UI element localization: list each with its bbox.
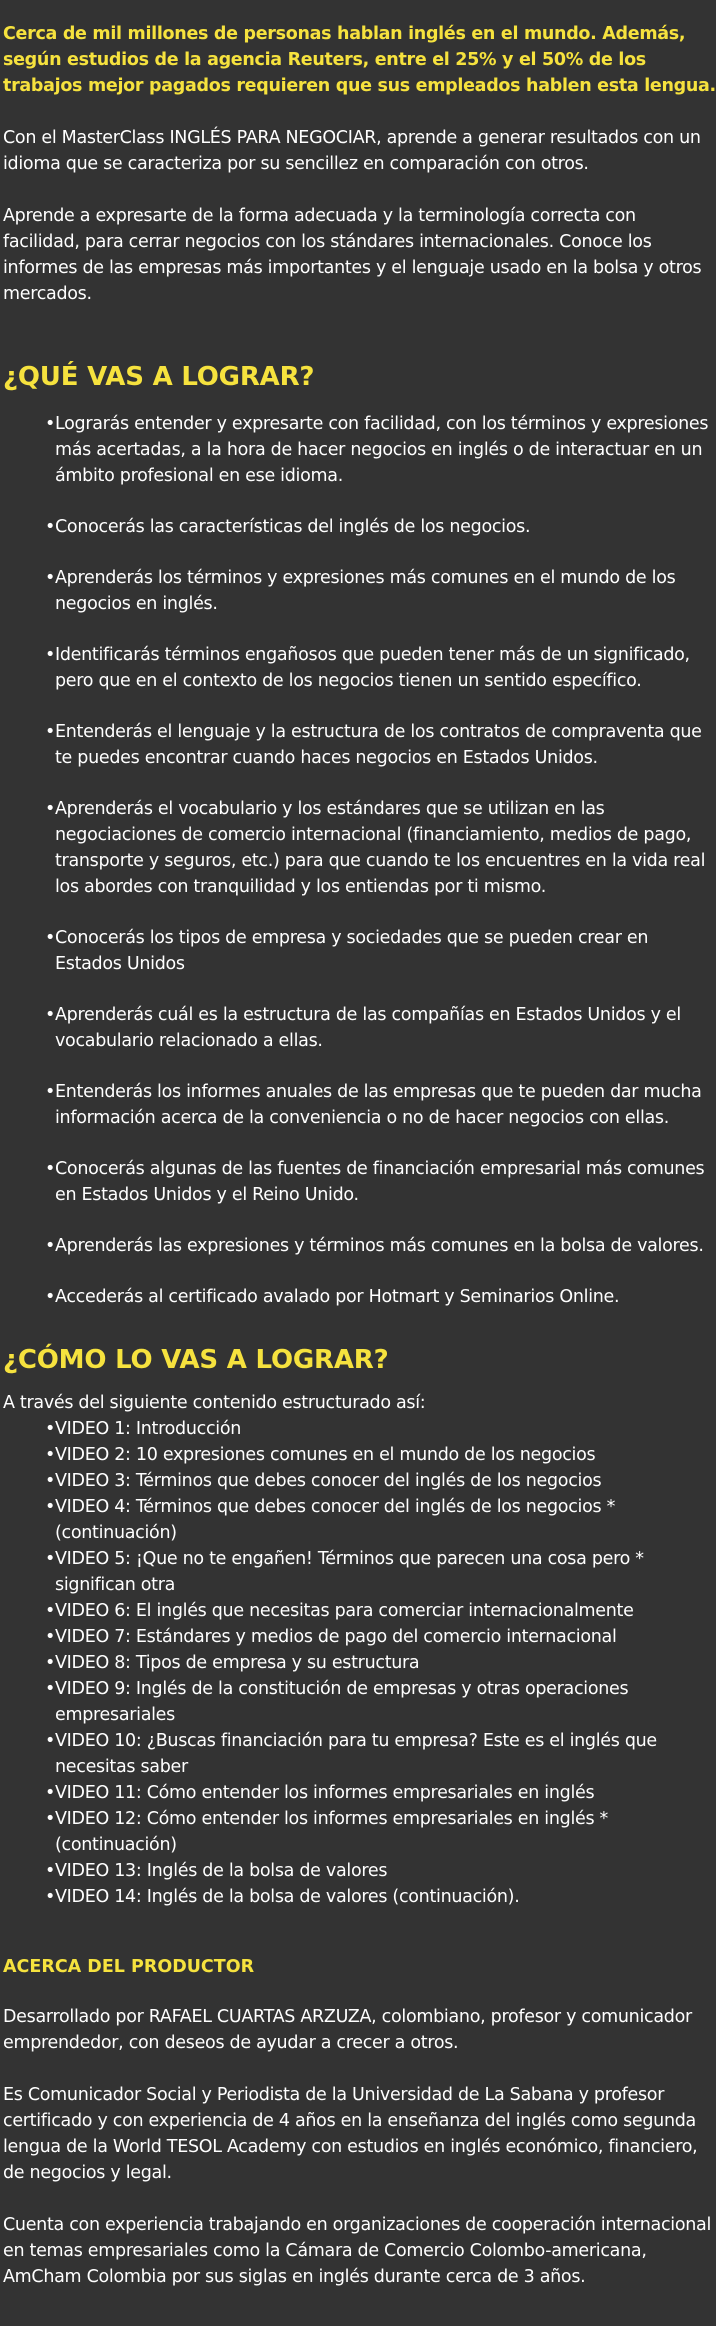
list-item: • Entenderás el lenguaje y la estructura de los contratos de compraventa que te puedes encontrar cuando haces negocios en Estados Unidos.: [55, 719, 716, 771]
video-item: • VIDEO 3: Términos que debes conocer del inglés de los negocios: [55, 1468, 716, 1494]
logros-list: [3, 411, 716, 1310]
video-item: • VIDEO 14: Inglés de la bolsa de valores (continuación).: [55, 1884, 716, 1910]
list-item: • Conocerás algunas de las fuentes de financiación empresarial más comunes en Estados Unidos y el Reino Unido.: [55, 1156, 716, 1208]
list-item: • Entenderás los informes anuales de las empresas que te pueden dar mucha información acerca de la conveniencia o no de hacer negocios con ellas.: [55, 1079, 716, 1131]
list-item: • Identificarás términos engañosos que pueden tener más de un significado, pero que en el contexto de los negocios tienen un sentido específico.: [55, 642, 716, 694]
section-heading-como: ¿CÓMO LO VAS A LOGRAR?: [3, 1345, 389, 1375]
video-item: • VIDEO 5: ¡Que no te engañen! Términos que parecen una cosa pero * significan otra: [55, 1546, 716, 1598]
intro-highlight: Cerca de mil millones de personas hablan inglés en el mundo. Además, según estudios de la agencia Reuters, entre el 25% y el 50% de los trabajos mejor pagados requieren que sus empleados hablen esta lengua.: [3, 24, 716, 96]
list-item: • Aprenderás las expresiones y términos más comunes en la bolsa de valores.: [55, 1233, 716, 1259]
video-item: • VIDEO 1: Introducción: [55, 1416, 716, 1442]
list-item: • Conocerás los tipos de empresa y sociedades que se pueden crear en Estados Unidos: [55, 925, 716, 977]
list-item: • Aprenderás el vocabulario y los estándares que se utilizan en las negociaciones de comercio internacional (financiamiento, medios de pago, transporte y seguros, etc.) para que cuando te los encuentres en la vida real los abordes con tranquilidad y los entiendas por ti mismo.: [55, 796, 716, 900]
list-item: • Aprenderás los términos y expresiones más comunes en el mundo de los negocios en inglés.: [55, 565, 716, 617]
video-item: • VIDEO 4: Términos que debes conocer del inglés de los negocios * (continuación): [55, 1494, 716, 1546]
intro-paragraph-1: Con el MasterClass INGLÉS PARA NEGOCIAR, aprende a generar resultados con un idioma que se caracteriza por su sencillez en comparación con otros.: [3, 128, 701, 174]
productor-paragraph-3: Cuenta con experiencia trabajando en organizaciones de cooperación internacional en temas empresariales como la Cámara de Comercio Colombo-americana, AmCham Colombia por sus siglas en inglés durante cerca de 3 años.: [3, 2215, 712, 2287]
list-item: • Lograrás entender y expresarte con facilidad, con los términos y expresiones más acertadas, a la hora de hacer negocios en inglés o de interactuar en un ámbito profesional en ese idioma.: [55, 411, 716, 489]
list-item: • Accederás al certificado avalado por Hotmart y Seminarios Online.: [55, 1284, 716, 1310]
como-intro: A través del siguiente contenido estructurado así:: [3, 1393, 426, 1413]
video-item: • VIDEO 8: Tipos de empresa y su estructura: [55, 1650, 716, 1676]
video-item: • VIDEO 7: Estándares y medios de pago del comercio internacional: [55, 1624, 716, 1650]
video-item: • VIDEO 11: Cómo entender los informes empresariales en inglés: [55, 1780, 716, 1806]
list-item: • Conocerás las características del inglés de los negocios.: [55, 514, 716, 540]
intro-paragraph-2: Aprende a expresarte de la forma adecuada y la terminología correcta con facilidad, para cerrar negocios con los stándares internacionales. Conoce los informes de las empresas más importantes y el lenguaje usado en la bolsa y otros mercados.: [3, 206, 702, 304]
video-item: • VIDEO 9: Inglés de la constitución de empresas y otras operaciones empresariales: [55, 1676, 716, 1728]
video-item: • VIDEO 2: 10 expresiones comunes en el mundo de los negocios: [55, 1442, 716, 1468]
video-item: • VIDEO 12: Cómo entender los informes empresariales en inglés * (continuación): [55, 1806, 716, 1858]
list-item: • Aprenderás cuál es la estructura de las compañías en Estados Unidos y el vocabulario relacionado a ellas.: [55, 1002, 716, 1054]
video-list: [3, 1416, 716, 1910]
video-item: • VIDEO 13: Inglés de la bolsa de valores: [55, 1858, 716, 1884]
productor-paragraph-2: Es Comunicador Social y Periodista de la Universidad de La Sabana y profesor certificado y con experiencia de 4 años en la enseñanza del inglés como segunda lengua de la World TESOL Academy con estudios en inglés económico, financiero, de negocios y legal.: [3, 2085, 698, 2183]
video-item: • VIDEO 10: ¿Buscas financiación para tu empresa? Este es el inglés que necesitas saber: [55, 1728, 716, 1780]
video-item: • VIDEO 6: El inglés que necesitas para comerciar internacionalmente: [55, 1598, 716, 1624]
section-heading-logros: ¿QUÉ VAS A LOGRAR?: [3, 362, 315, 392]
productor-paragraph-1: Desarrollado por RAFAEL CUARTAS ARZUZA, colombiano, profesor y comunicador emprendedor, con deseos de ayudar a crecer a otros.: [3, 2007, 692, 2053]
section-heading-productor: ACERCA DEL PRODUCTOR: [3, 1957, 255, 1977]
